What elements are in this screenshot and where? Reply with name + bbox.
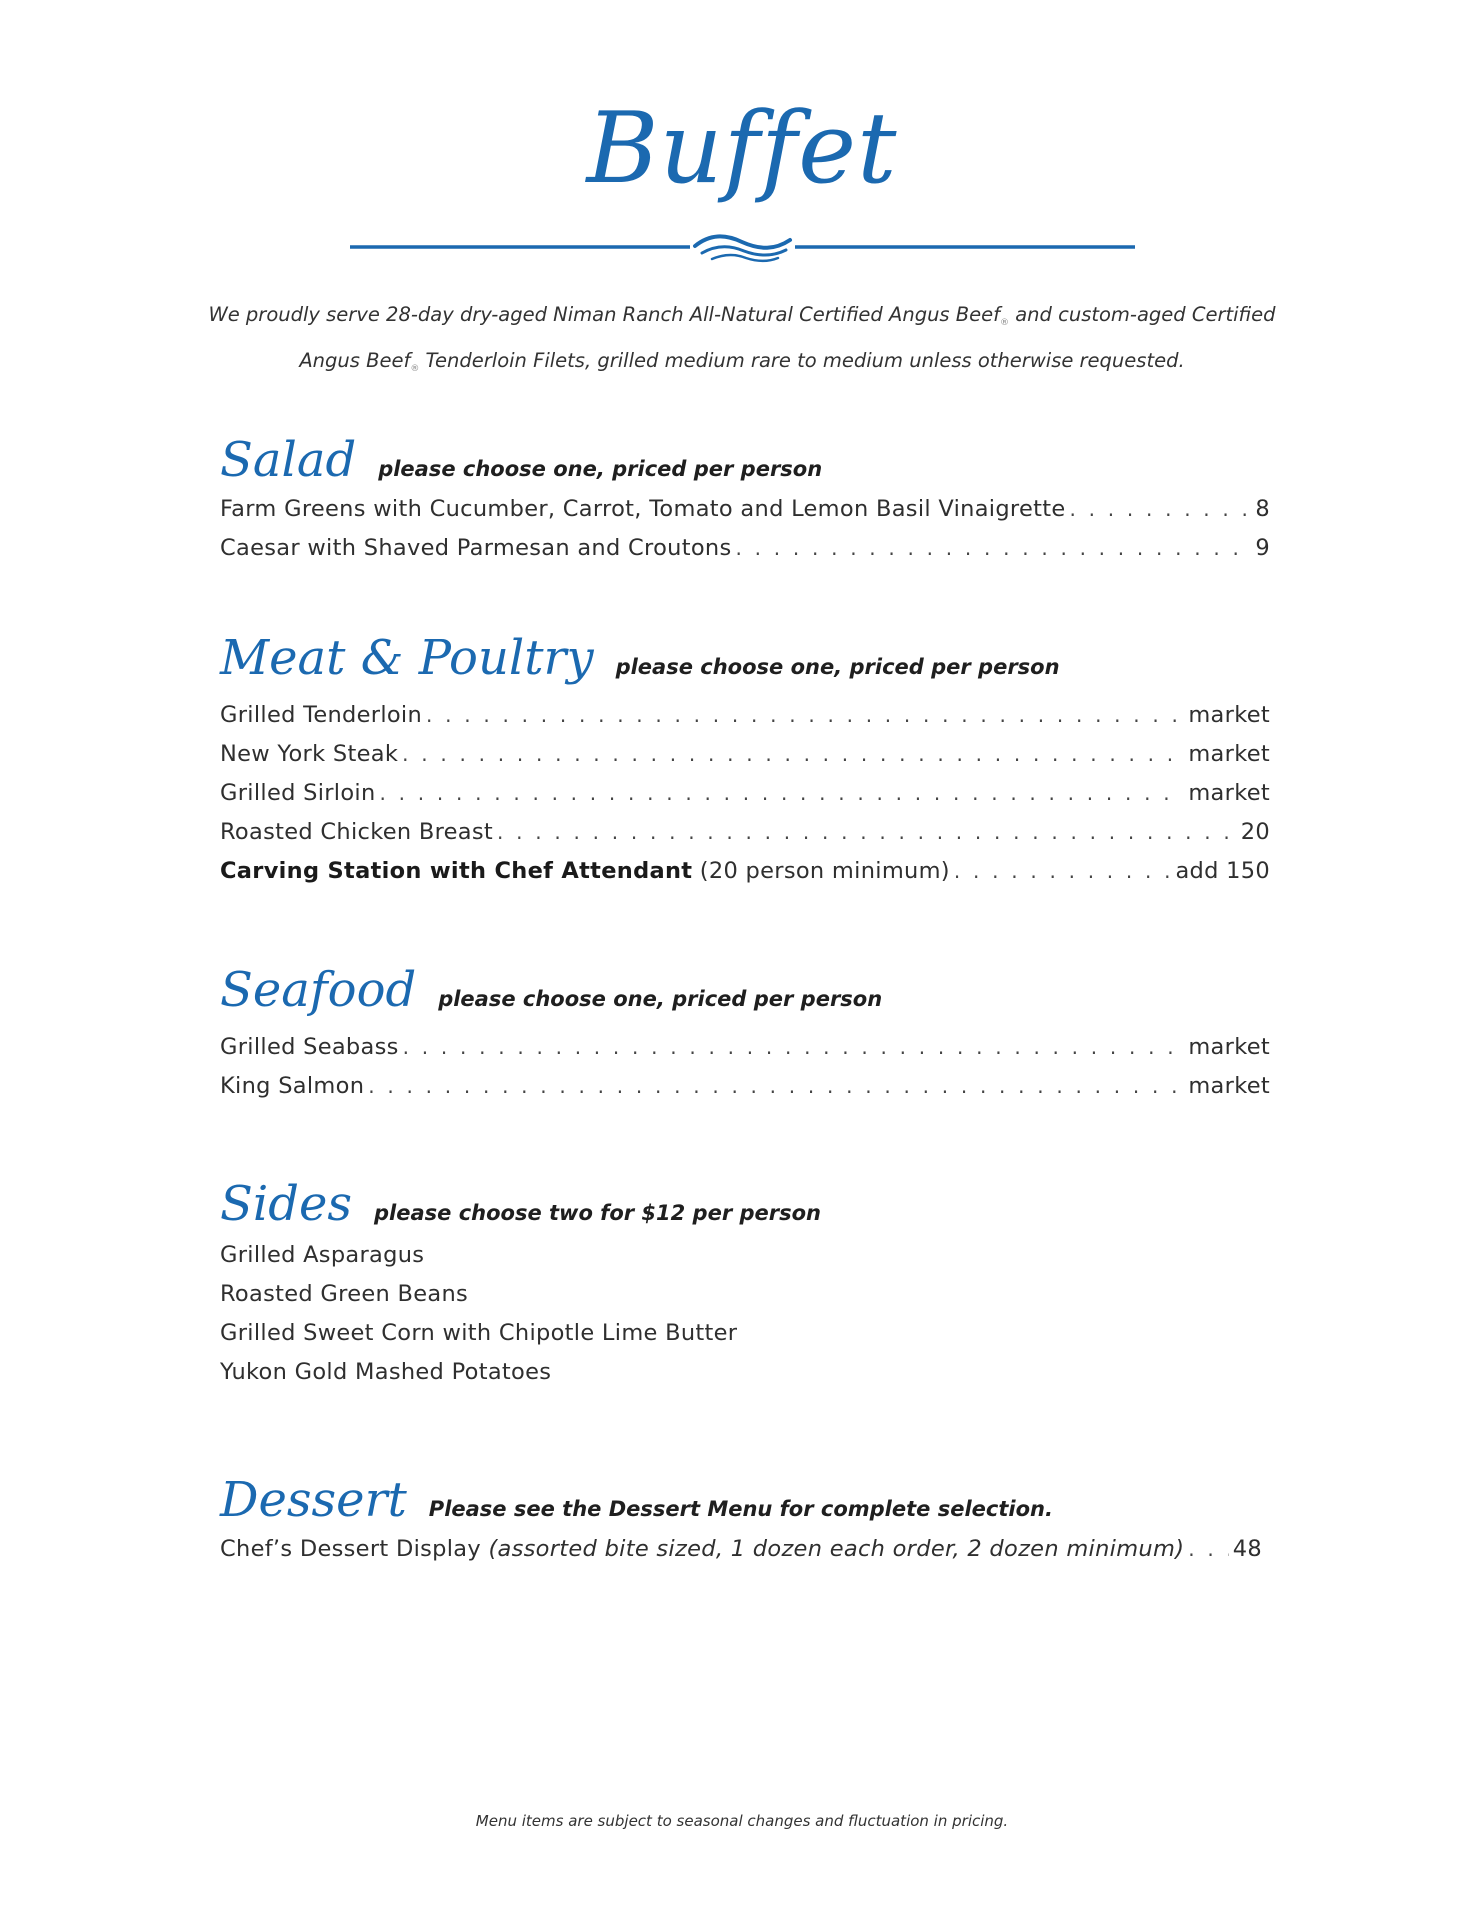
item-price: 8 <box>1255 496 1270 522</box>
item-price: 48 <box>1232 1536 1262 1562</box>
item-name: King Salmon <box>220 1073 365 1099</box>
item-name <box>220 852 950 891</box>
sides-section <box>220 1176 1270 1392</box>
footer-note: Menu items are subject to seasonal changes and fluctuation in pricing. <box>475 1812 1009 1830</box>
list-item: Grilled Sweet Corn with Chipotle Lime Butter <box>220 1320 738 1346</box>
dessert-note: Please see the Dessert Menu for complete selection. <box>428 1497 1053 1521</box>
intro-text-a: We proudly serve 28-day dry-aged Niman Ranch All-Natural Certified Angus Beef <box>208 303 1001 326</box>
leader-dots <box>954 852 1172 891</box>
intro-text-c: Angus Beef <box>299 349 411 372</box>
leader-dots <box>1188 1530 1228 1569</box>
menu-item <box>220 529 1270 568</box>
intro-text-d: Tenderloin Filets, grilled medium rare to medium unless otherwise requested. <box>419 349 1185 372</box>
item-price: market <box>1188 1034 1270 1060</box>
carving-name: Carving Station with Chef Attendant <box>220 858 693 884</box>
leader-dots <box>426 696 1184 735</box>
sides-note: please choose two for $12 per person <box>374 1201 822 1225</box>
item-price: market <box>1188 1073 1270 1099</box>
list-item: Yukon Gold Mashed Potatoes <box>220 1359 552 1385</box>
item-name: Farm Greens with Cucumber, Carrot, Tomato and Lemon Basil Vinaigrette <box>220 496 1066 522</box>
intro-statement <box>205 296 1279 388</box>
carving-detail: (20 person minimum) <box>692 858 950 884</box>
item-name: Grilled Tenderloin <box>220 702 423 728</box>
dessert-name: Chef’s Dessert Display <box>220 1536 489 1562</box>
salad-note: please choose one, priced per person <box>378 457 823 481</box>
dessert-heading: Dessert <box>220 1472 407 1528</box>
item-price: market <box>1188 702 1270 728</box>
page-title: Buffet <box>586 92 898 206</box>
meat-header <box>220 630 1270 686</box>
dessert-detail: (assorted bite sized, 1 dozen each order, 2 dozen minimum) <box>488 1536 1185 1562</box>
leader-dots <box>497 813 1237 852</box>
wave-divider <box>350 226 1135 270</box>
meat-heading: Meat & Poultry <box>220 630 594 686</box>
menu-item <box>220 774 1270 813</box>
leader-dots <box>380 774 1185 813</box>
item-price: 9 <box>1255 535 1270 561</box>
seafood-section <box>220 962 1270 1106</box>
item-price: market <box>1188 741 1270 767</box>
intro-text-b: and custom-aged Certified <box>1009 303 1276 326</box>
registered-mark: ® <box>1000 318 1010 328</box>
salad-items <box>220 490 1270 568</box>
menu-item <box>220 490 1270 529</box>
wave-icon <box>695 236 790 247</box>
item-price: 20 <box>1240 819 1270 845</box>
item-price: add 150 <box>1175 858 1270 884</box>
leader-dots <box>403 1028 1185 1067</box>
list-item: Roasted Green Beans <box>220 1281 469 1307</box>
menu-item <box>220 1530 1262 1569</box>
leader-dots <box>368 1067 1184 1106</box>
sides-header <box>220 1176 1270 1232</box>
sides-items <box>220 1236 1270 1392</box>
item-name: Grilled Sirloin <box>220 780 376 806</box>
menu-item <box>220 1028 1270 1067</box>
menu-item <box>220 735 1270 774</box>
list-item: Grilled Asparagus <box>220 1242 425 1268</box>
menu-item <box>220 1067 1270 1106</box>
intro-line-1 <box>205 296 1279 342</box>
meat-items <box>220 696 1270 891</box>
item-name: Grilled Seabass <box>220 1034 399 1060</box>
menu-item <box>220 696 1270 735</box>
meat-poultry-section <box>220 630 1270 891</box>
dessert-items <box>220 1530 1270 1569</box>
leader-dots <box>402 735 1184 774</box>
item-name <box>220 1530 1184 1569</box>
item-name: New York Steak <box>220 741 399 767</box>
leader-dots <box>736 529 1252 568</box>
salad-heading: Salad <box>220 432 357 488</box>
seafood-header <box>220 962 1270 1018</box>
leader-dots <box>1070 490 1252 529</box>
seafood-heading: Seafood <box>220 962 417 1018</box>
registered-mark-2: ® <box>410 364 420 374</box>
seafood-items <box>220 1028 1270 1106</box>
carving-station-item <box>220 852 1270 891</box>
menu-item <box>220 813 1270 852</box>
salad-section <box>220 432 1270 568</box>
seafood-note: please choose one, priced per person <box>438 987 883 1011</box>
meat-note: please choose one, priced per person <box>615 655 1060 679</box>
intro-line-2 <box>205 342 1279 388</box>
item-price: market <box>1188 780 1270 806</box>
item-name: Caesar with Shaved Parmesan and Croutons <box>220 535 732 561</box>
item-name: Roasted Chicken Breast <box>220 819 494 845</box>
dessert-section <box>220 1472 1270 1569</box>
salad-header <box>220 432 1270 488</box>
dessert-header <box>220 1472 1270 1528</box>
sides-heading: Sides <box>220 1176 352 1232</box>
